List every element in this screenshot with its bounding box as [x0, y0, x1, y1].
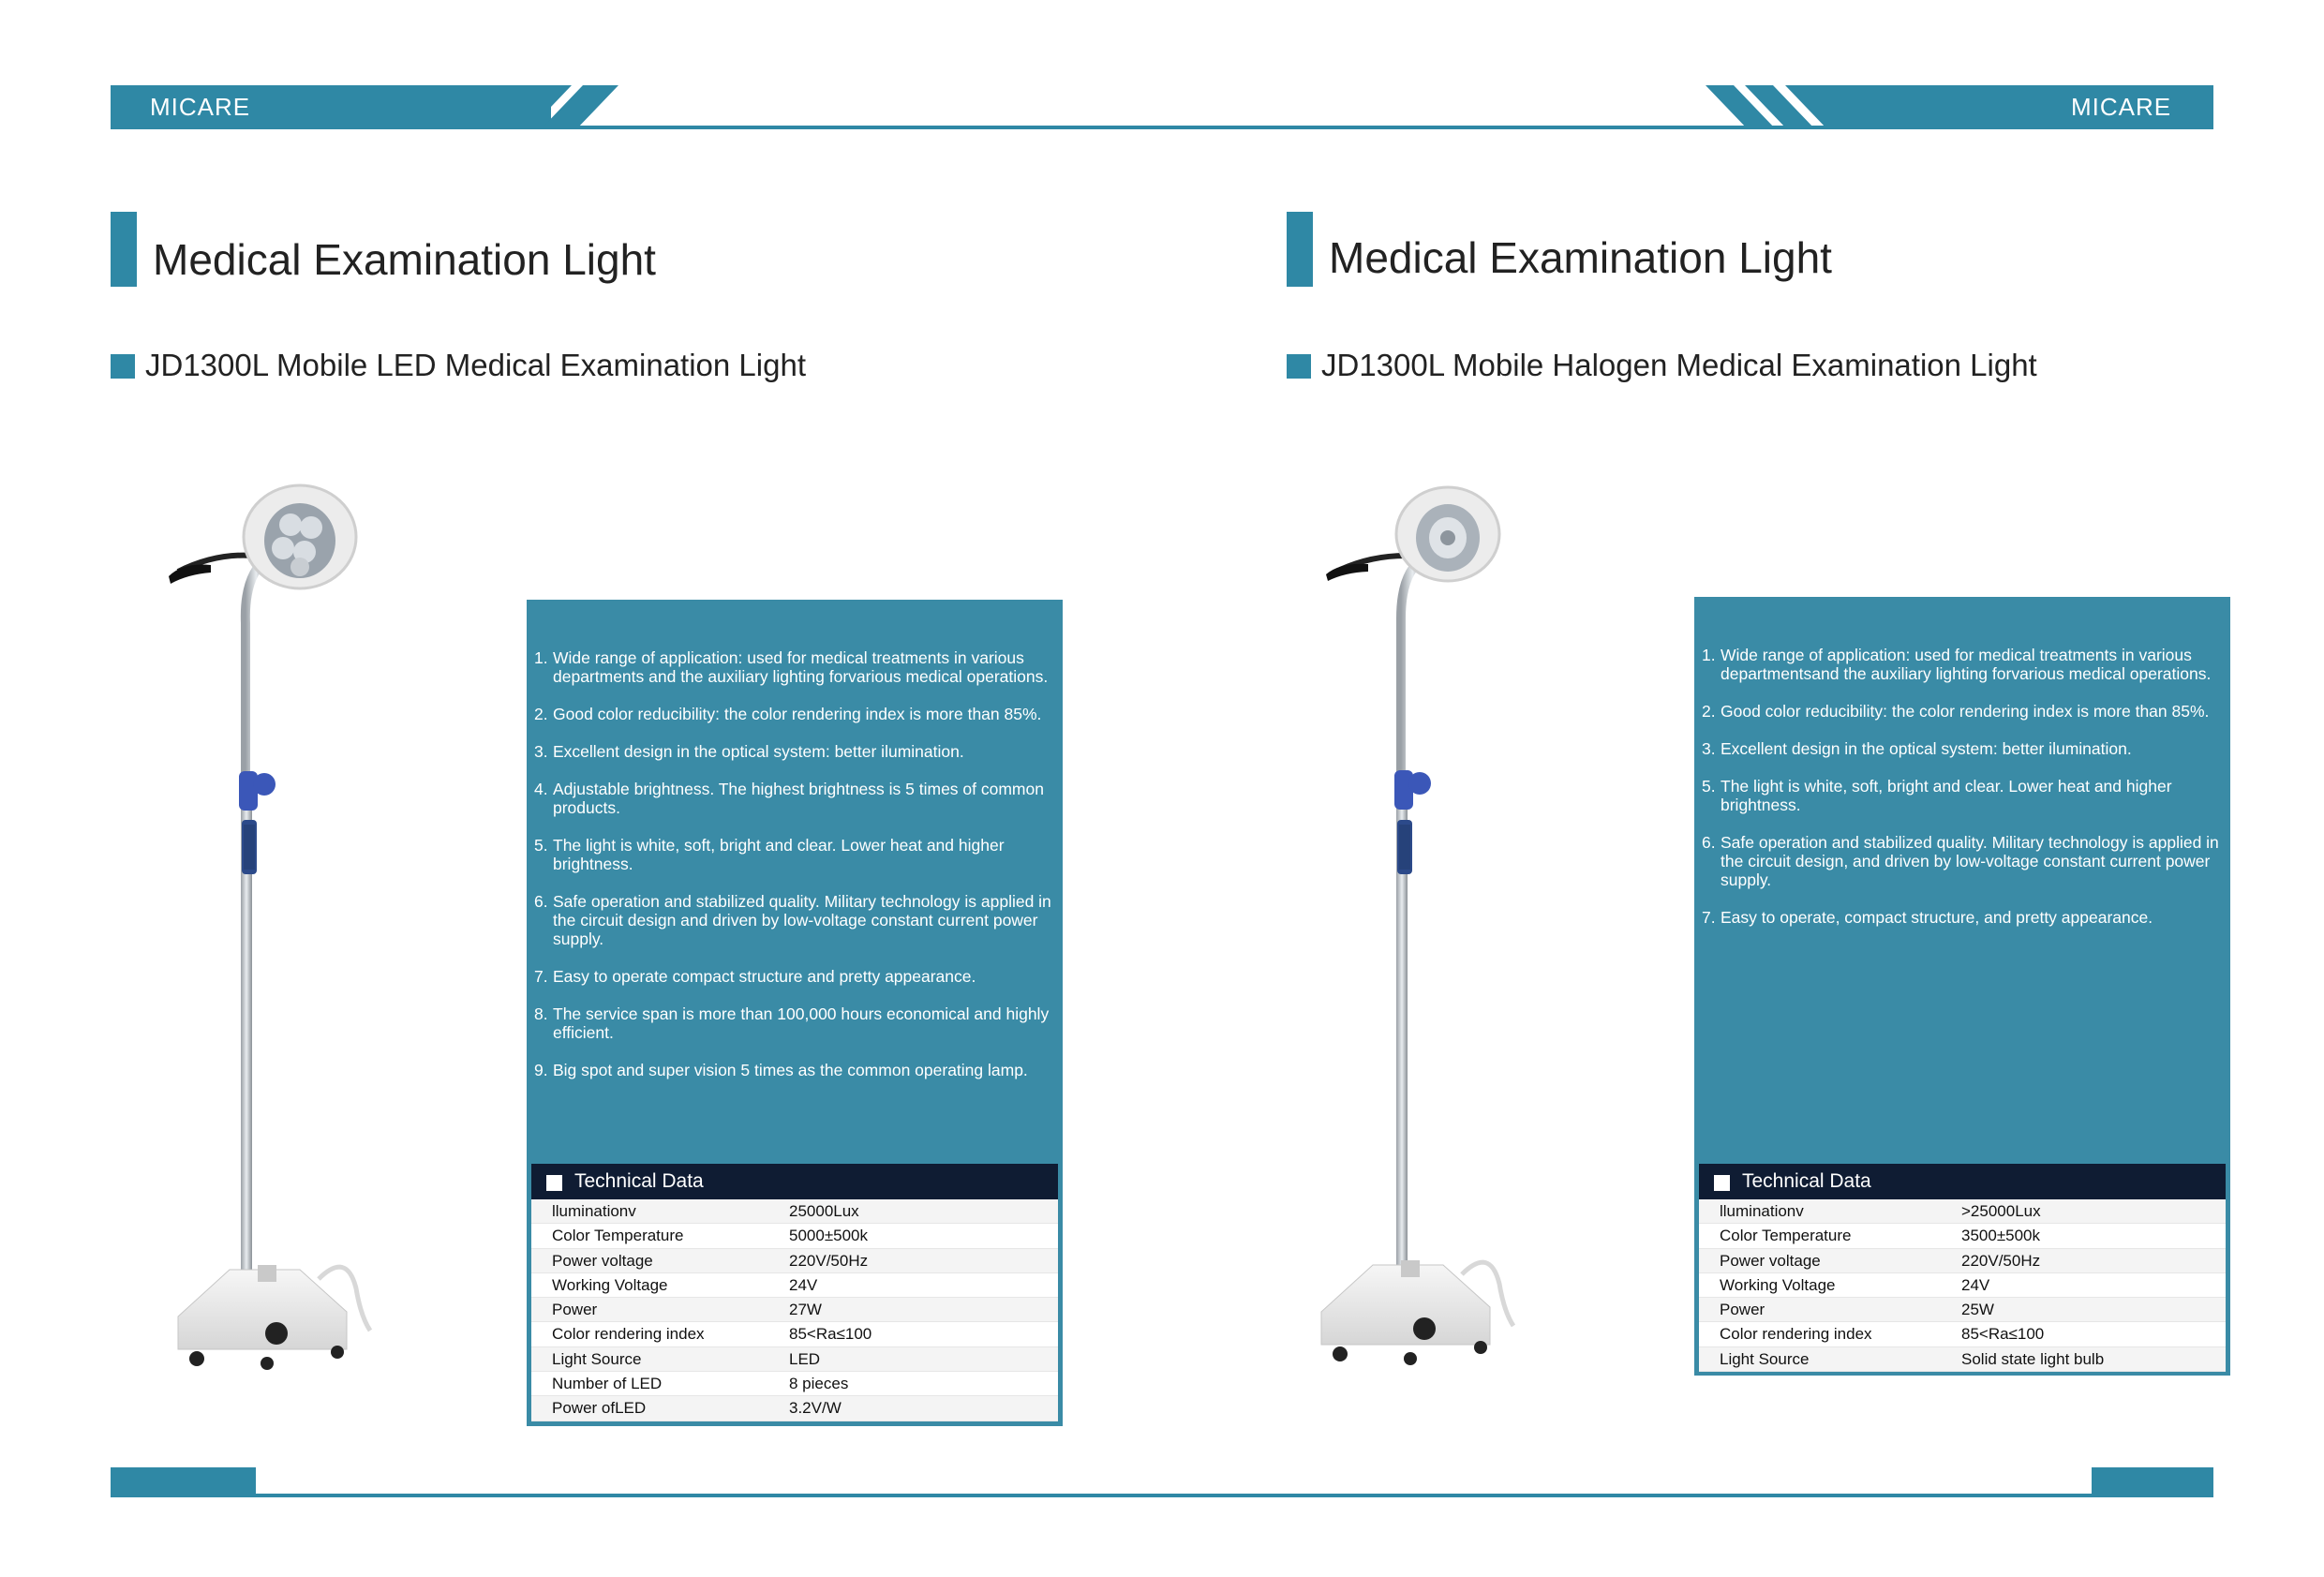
- tech-key: Light Source: [1720, 1349, 1810, 1368]
- tech-row: [531, 1273, 1058, 1298]
- header-stripes-left: [487, 85, 647, 129]
- feature-text: Big spot and super vision 5 times as the common operating lamp.: [553, 1061, 1028, 1079]
- feature-number: 6.: [534, 892, 548, 911]
- tech-value: 85<Ra≤100: [789, 1325, 872, 1344]
- checkbox-square-icon: [546, 1175, 562, 1191]
- tech-key: Color Temperature: [552, 1227, 684, 1245]
- right-tech-title: Technical Data: [1742, 1170, 1871, 1192]
- tech-key: lluminationv: [1720, 1202, 1804, 1220]
- right-feature-panel: [1694, 597, 2230, 1376]
- tech-row: [1699, 1249, 2226, 1273]
- tech-row: [531, 1322, 1058, 1346]
- feature-number: 7.: [534, 967, 548, 986]
- tech-key: Working Voltage: [552, 1275, 668, 1294]
- feature-text: Easy to operate compact structure and pretty appearance.: [553, 967, 976, 986]
- feature-text: Good color reducibility: the color rendering index is more than 85%.: [1721, 702, 2210, 721]
- tech-key: Color rendering index: [552, 1325, 705, 1344]
- left-subtitle-marker: [111, 354, 135, 379]
- checkbox-square-icon: [1714, 1175, 1730, 1191]
- tech-value: 5000±500k: [789, 1227, 869, 1245]
- right-page-title: Medical Examination Light: [1329, 233, 1832, 282]
- feature-item: [534, 1004, 1055, 1042]
- right-tech-table: [1699, 1199, 2226, 1370]
- feature-text: Easy to operate, compact structure, and pretty appearance.: [1721, 908, 2153, 927]
- feature-number: 1.: [1702, 646, 1716, 664]
- tech-key: Color rendering index: [1720, 1325, 1872, 1344]
- tech-key: Number of LED: [552, 1375, 663, 1393]
- feature-item: [1702, 646, 2223, 683]
- tech-value: 3.2V/W: [789, 1399, 842, 1418]
- tech-value: 85<Ra≤100: [1961, 1325, 2045, 1344]
- right-subtitle: JD1300L Mobile Halogen Medical Examination Light: [1321, 348, 2037, 382]
- left-feature-list: [534, 648, 1055, 1098]
- feature-item: [1702, 777, 2223, 814]
- tech-row: [531, 1249, 1058, 1273]
- tech-row: [531, 1224, 1058, 1248]
- tech-value: 27W: [789, 1301, 822, 1319]
- tech-value: 25000Lux: [789, 1202, 859, 1220]
- feature-number: 3.: [1702, 739, 1716, 758]
- feature-text: Safe operation and stabilized quality. Military technology is applied in the circuit design and driven by low-voltage constant current power supply.: [553, 892, 1051, 948]
- tech-key: Power voltage: [1720, 1251, 1821, 1270]
- feature-item: [1702, 833, 2223, 889]
- feature-item: [534, 836, 1055, 873]
- feature-number: 6.: [1702, 833, 1716, 852]
- left-subtitle: JD1300L Mobile LED Medical Examination Light: [145, 348, 806, 382]
- tech-row: [531, 1347, 1058, 1372]
- tech-value: 220V/50Hz: [789, 1251, 869, 1270]
- feature-item: [534, 892, 1055, 948]
- feature-item: [534, 742, 1055, 761]
- feature-text: Adjustable brightness. The highest brightness is 5 times of common products.: [553, 780, 1044, 817]
- right-feature-list: [1702, 646, 2223, 945]
- left-tech-header: [531, 1164, 1058, 1199]
- tech-value: Solid state light bulb: [1961, 1349, 2105, 1368]
- tech-value: >25000Lux: [1961, 1202, 2041, 1220]
- tech-value: 220V/50Hz: [1961, 1251, 2041, 1270]
- right-tech-header: [1699, 1164, 2226, 1199]
- halogen-lamp-illustration: [1307, 478, 1532, 1406]
- tech-row: [1699, 1322, 2226, 1346]
- left-page-title: Medical Examination Light: [153, 235, 656, 284]
- feature-number: 9.: [534, 1061, 548, 1079]
- tech-key: Power ofLED: [552, 1399, 647, 1418]
- left-tech-table: [531, 1199, 1058, 1421]
- tech-row: [531, 1372, 1058, 1396]
- feature-item: [1702, 702, 2223, 721]
- tech-key: Light Source: [552, 1349, 642, 1368]
- feature-number: 1.: [534, 648, 548, 667]
- feature-item: [534, 780, 1055, 817]
- feature-item: [534, 648, 1055, 686]
- feature-number: 7.: [1702, 908, 1716, 927]
- tech-value: 24V: [789, 1275, 818, 1294]
- feature-item: [534, 967, 1055, 986]
- feature-item: [534, 705, 1055, 723]
- feature-number: 2.: [1702, 702, 1716, 721]
- feature-number: 3.: [534, 742, 548, 761]
- brand-right: MICARE: [2071, 93, 2172, 121]
- left-title-bar: [111, 212, 137, 287]
- tech-key: lluminationv: [552, 1202, 636, 1220]
- left-tech-title: Technical Data: [574, 1170, 704, 1192]
- feature-text: Wide range of application: used for medical treatments in various departments and the auxiliary lighting forvarious medical operations.: [553, 648, 1049, 686]
- header-stripes-right: [1696, 85, 1855, 129]
- feature-text: The light is white, soft, bright and clear. Lower heat and higher brightness.: [1721, 777, 2172, 814]
- feature-text: Safe operation and stabilized quality. Military technology is applied in the circuit design, and driven by low-voltage constant current power supply.: [1721, 833, 2219, 889]
- tech-value: LED: [789, 1349, 821, 1368]
- tech-value: 25W: [1961, 1301, 1994, 1319]
- tech-value: 24V: [1961, 1275, 1990, 1294]
- feature-text: The light is white, soft, bright and clear. Lower heat and higher brightness.: [553, 836, 1005, 873]
- feature-text: Good color reducibility: the color rendering index is more than 85%.: [553, 705, 1042, 723]
- tech-key: Color Temperature: [1720, 1227, 1852, 1245]
- tech-value: 8 pieces: [789, 1375, 849, 1393]
- tech-row: [531, 1199, 1058, 1224]
- tech-row: [1699, 1273, 2226, 1298]
- led-lamp-illustration: [159, 473, 403, 1401]
- tech-row: [1699, 1199, 2226, 1224]
- tech-key: Power voltage: [552, 1251, 653, 1270]
- tech-key: Power: [552, 1301, 598, 1319]
- tech-key: Working Voltage: [1720, 1275, 1836, 1294]
- tech-key: Power: [1720, 1301, 1765, 1319]
- tech-row: [531, 1396, 1058, 1421]
- tech-row: [531, 1298, 1058, 1322]
- feature-number: 5.: [1702, 777, 1716, 796]
- tech-value: 3500±500k: [1961, 1227, 2041, 1245]
- feature-item: [534, 1061, 1055, 1079]
- right-title-bar: [1287, 212, 1313, 287]
- tech-row: [1699, 1224, 2226, 1248]
- feature-number: 2.: [534, 705, 548, 723]
- tech-row: [1699, 1298, 2226, 1322]
- left-feature-panel: [527, 600, 1063, 1426]
- feature-text: Wide range of application: used for medical treatments in various departmentsand the auxiliary lighting forvarious medical operations.: [1721, 646, 2212, 683]
- brand-left: MICARE: [150, 93, 251, 121]
- tech-row: [1699, 1347, 2226, 1372]
- feature-item: [1702, 739, 2223, 758]
- footer-line: [111, 1494, 2213, 1497]
- feature-text: The service span is more than 100,000 hours economical and highly efficient.: [553, 1004, 1050, 1042]
- feature-item: [1702, 908, 2223, 927]
- right-subtitle-marker: [1287, 354, 1311, 379]
- feature-number: 8.: [534, 1004, 548, 1023]
- feature-number: 4.: [534, 780, 548, 798]
- feature-text: Excellent design in the optical system: better ilumination.: [553, 742, 964, 761]
- feature-number: 5.: [534, 836, 548, 855]
- feature-text: Excellent design in the optical system: better ilumination.: [1721, 739, 2132, 758]
